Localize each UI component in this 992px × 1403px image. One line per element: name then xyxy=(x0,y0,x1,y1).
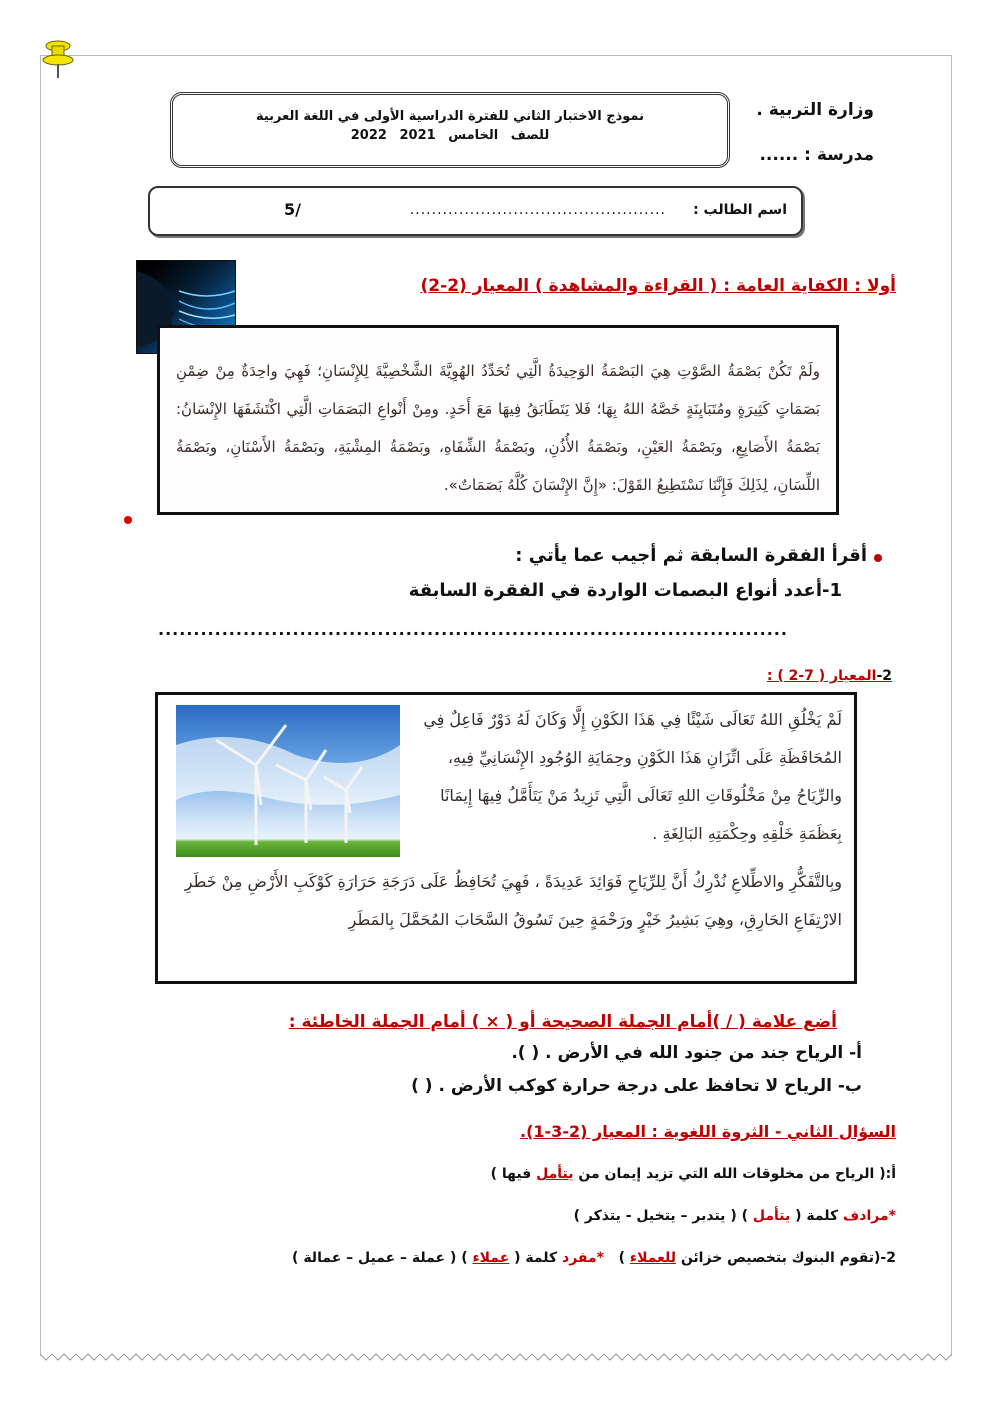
passage2-text-part1: لَمْ يَخْلُقِ اللهُ تَعَالَى شَيْئًا فِي هَذَا الكَوْنِ إِلَّا وَكَانَ لَهُ دَوْرٌ فَاعِلٌ فِي المُحَافَظَةِ عَلَى اتِّزَانِ هَذَا الكَوْنِ وحِمَايَةِ الوُجُودِ الإِنْسَانِيِّ فِيهِ، والرِّيَاحُ مِنْ مَخْلُوقَاتِ اللهِ تَعَالَى الَّتِي تَزِيدُ مَنْ يَتَأَمَّلُ فِيهَا إِيمَانًا بِعَظَمَةِ خَلْقِهِ وحِكْمَتِهِ البَالِغَةِ . xyxy=(423,710,842,843)
vocab-sentence-text: أ:( الرياح من مخلوقات الله التي تزيد إيمان من xyxy=(573,1166,896,1182)
singular-question xyxy=(292,1250,896,1266)
exam-title-box xyxy=(170,92,730,168)
criterion-2-label: المعيار ( 7-2 ) : xyxy=(766,668,877,684)
synonym-label: *مرادف xyxy=(843,1208,896,1224)
singular-options: ) ( عملة – عميل – عمالة ) xyxy=(292,1250,473,1266)
synonym-mid: كلمة ( xyxy=(790,1208,844,1224)
exam-title: نموذج الاختبار الثاني للفترة الدراسية الأولى في اللغة العربية xyxy=(255,109,645,124)
true-false-instruction: أضع علامة ( / )أمام الجملة الصحيحة أو ( × ) أمام الجملة الخاطئة : xyxy=(288,1012,837,1032)
synonym-options: ) ( يتدبر – يتخيل - يتذكر ) xyxy=(573,1208,753,1224)
passage1-text: ولَمْ تَكُنْ بَصْمَةُ الصَّوْتِ هِيَ البَصْمَةُ الوَحِيدَةُ الَّتِي تُحَدِّدُ الهُوِيَّةَ الشَّخْصِيَّةَ لِلإِنْسَانِ؛ فَهِيَ واحِدَةٌ مِنْ ضِمْنِ بَصَمَاتٍ كَثِيرَةٍ ومُتَبَايِنَةٍ خَصَّهُ اللهُ بِهَا؛ فَلا يَتَطَابَقُ فِيهَا مَعَ أَحَدٍ. ومِنْ أَنْواعِ البَصَمَاتِ الَّتِي اكْتَشَفَهَا الإِنْسَانُ: بَصْمَةُ الأَصَابِعِ، وبَصْمَةُ العَيْنِ، وبَصْمَةُ الأُذُنِ، وبَصْمَةُ الشِّفَاهِ، وبَصْمَةُ المِشْيَةِ، وبَصْمَةُ الأَسْنَانِ، وبَصْمَةُ اللِّسَانِ، لِذَلِكَ فَإِنَّنَا نَسْتَطِيعُ القَوْلَ: «إِنَّ الإِنْسَانَ كُلَّهُ بَصَمَاتٌ». xyxy=(176,362,820,494)
reading-passage-1 xyxy=(157,325,839,515)
student-name-box xyxy=(148,186,803,236)
answer-line[interactable]: ......................................................................................... xyxy=(158,620,788,639)
singular-sentence-text: 2-(تقوم البنوك بتخصيص خزائن xyxy=(675,1250,896,1266)
student-name-label: اسم الطالب : xyxy=(693,202,787,218)
school-name: مدرسة : ...... xyxy=(759,145,874,165)
bottom-zigzag-border xyxy=(40,1350,952,1364)
true-false-item-a: أ- الرياح جند من جنود الله في الأرض . ( ). xyxy=(511,1043,862,1063)
student-name-field[interactable]: ............................................... xyxy=(409,202,666,218)
vocab-sentence-end: فيها ) xyxy=(490,1166,537,1182)
singular-sentence-end: ) xyxy=(604,1250,630,1266)
pushpin-icon xyxy=(38,36,78,80)
singular-mid: كلمة ( xyxy=(509,1250,563,1266)
instruction-bullet xyxy=(874,554,882,562)
criterion-2-heading xyxy=(767,668,892,684)
reading-instruction: أقرأ الفقرة السابقة ثم أجيب عما يأتي : xyxy=(515,545,867,566)
true-false-item-b: ب- الرياح لا تحافظ على درجة حرارة كوكب الأرض . ( ) xyxy=(411,1076,862,1096)
reading-passage-2 xyxy=(155,692,857,984)
highlight-word-yata-ammal: يتأمل xyxy=(536,1166,574,1182)
section2-heading: السؤال الثاني - الثروة اللغوية : المعيار (2-3-1). xyxy=(520,1122,896,1141)
synonym-target-word: يتأمل xyxy=(752,1208,791,1224)
vocab-sentence xyxy=(491,1166,896,1182)
section1-heading: أولا : الكفاية العامة : ( القراءة والمشاهدة ) المعيار (2-2) xyxy=(420,276,896,296)
red-dot-marker xyxy=(124,516,132,524)
highlight-word-lil-umala: للعملاء xyxy=(629,1250,676,1266)
wind-turbines-image xyxy=(176,705,400,857)
passage2-text-part2: وبِالتَّفَكُّرِ والاطِّلاعِ نُدْرِكُ أَنَّ لِلرِّيَاحِ فَوَائِدَ عَدِيدَةً ، فَهِيَ تُحَافِظُ عَلَى دَرَجَةِ حَرَارَةِ كَوْكَبِ الأَرْضِ مِنْ خَطَرِ الارْتِفَاعِ الحَارِقِ، وهِيَ بَشِيرُ خَيْرٍ ورَحْمَةٍ حِينَ تَسُوقُ السَّحَابَ المُحَمَّلَ بِالمَطَرِ xyxy=(184,872,842,929)
criterion-2-number: 2- xyxy=(876,668,892,684)
question-1: 1-أعدد أنواع البصمات الواردة في الفقرة السابقة xyxy=(408,580,842,601)
synonym-question xyxy=(574,1208,896,1224)
ministry-name: وزارة التربية . xyxy=(756,100,874,120)
exam-grade-year: للصف الخامس 2021 2022 xyxy=(350,128,550,143)
score-field: 5/ xyxy=(284,200,301,219)
singular-label: *مفرد xyxy=(562,1250,604,1266)
singular-target-word: عملاء xyxy=(472,1250,510,1266)
